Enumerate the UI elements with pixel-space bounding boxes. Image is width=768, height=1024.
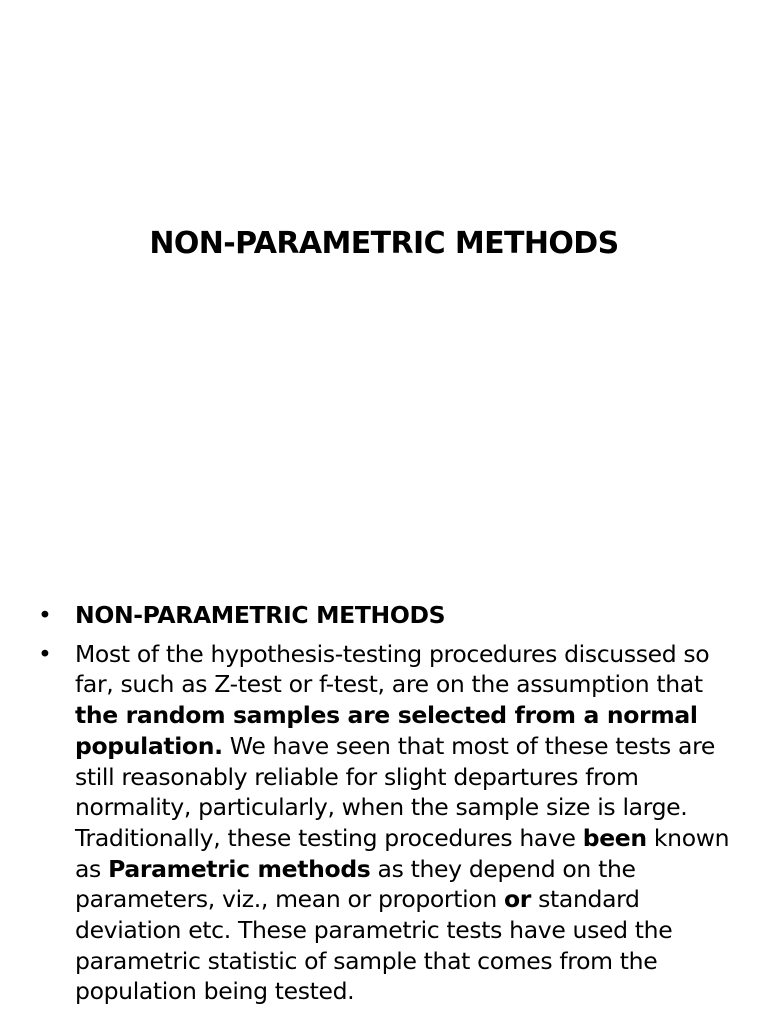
body-text-segment: Most of the hypothesis-testing procedures discussed so far, such as Z-test or f-test, are on the assumption that bbox=[75, 639, 710, 699]
body-text-bold-segment: or bbox=[503, 885, 532, 914]
body-text-segment: as they depend on the parameters, viz., mean or proportion bbox=[75, 854, 636, 914]
body-text-bold-segment: been bbox=[582, 823, 647, 852]
bullet-item-body bbox=[38, 639, 738, 1007]
bullet-dot-icon: • bbox=[38, 601, 52, 629]
bullet-dot-icon: • bbox=[38, 639, 52, 668]
body-text-segment: We have seen that most of these tests are still reasonably reliable for slight departures from normality, particularly, when the sample size is large. Traditionally, these testing procedures have bbox=[75, 731, 715, 852]
body-text-segment: known as bbox=[75, 823, 730, 883]
bullet-list bbox=[38, 600, 738, 1015]
body-text-bold-segment: the random samples are selected from a normal population. bbox=[75, 701, 698, 760]
bullet-item-heading bbox=[38, 600, 738, 631]
slide-title: NON-PARAMETRIC METHODS bbox=[149, 226, 619, 261]
body-text-bold-segment: Parametric methods bbox=[108, 854, 371, 883]
body-text-segment: standard deviation etc. These parametric tests have used the parametric statistic of sample that comes from the population being tested. bbox=[75, 885, 673, 1006]
bullet-heading-text: NON-PARAMETRIC METHODS bbox=[75, 601, 446, 629]
